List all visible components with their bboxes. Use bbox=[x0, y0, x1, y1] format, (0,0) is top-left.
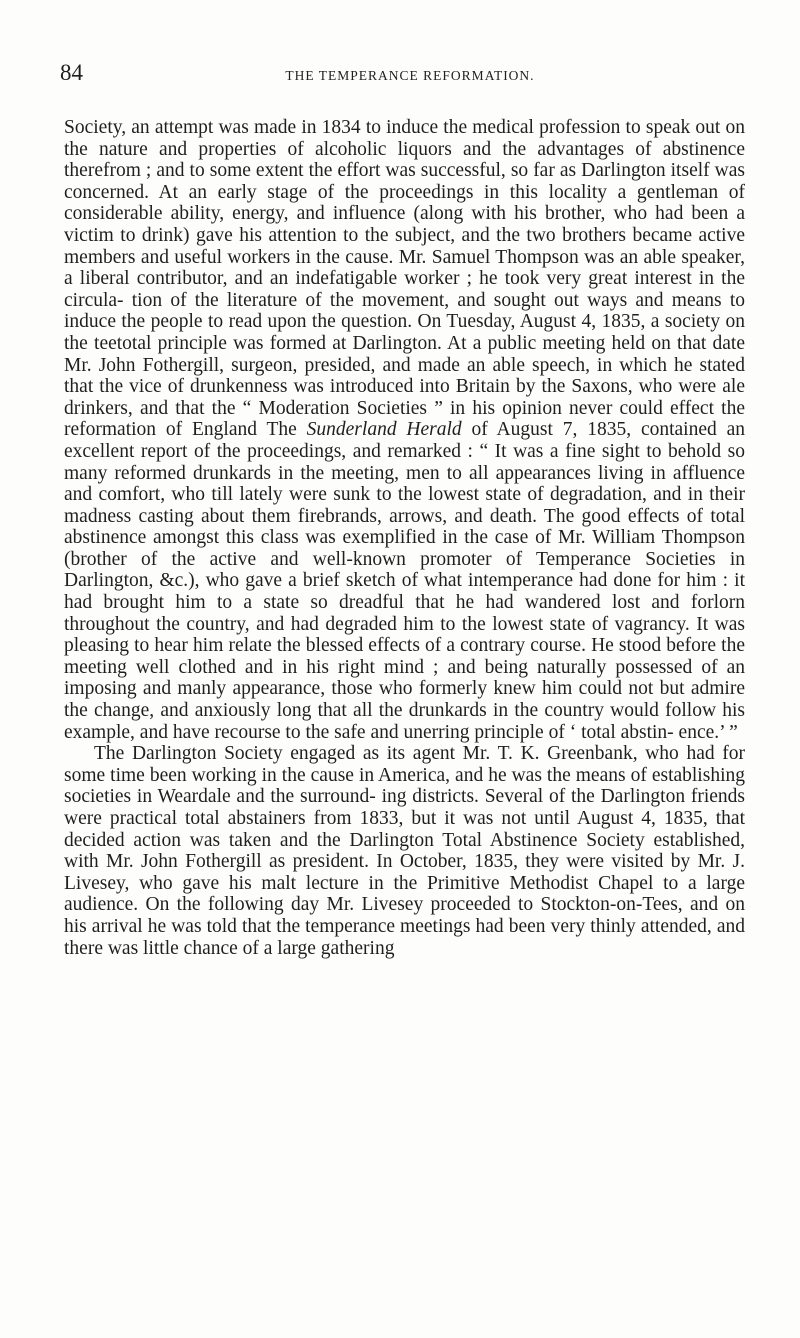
page-number: 84 bbox=[60, 60, 83, 85]
paragraph-1 bbox=[64, 117, 745, 743]
paragraph-1-text-a: Society, an attempt was made in 1834 to induce the medical profession to speak out on the nature and properties of alcoholic liquors and the advantages of abstinence therefrom ; and to some extent the effort was successful, so far as Darlington itself was concerned. At an early stage of the proceedings in this locality a gentleman of considerable ability, energy, and influence (along with his brother, who had been a victim to drink) gave his attention to the subject, and the two brothers became active members and useful workers in the cause. Mr. Samuel Thompson was an able speaker, a liberal contributor, and an indefatigable worker ; he took very great interest in the circula- tion of the literature of the movement, and sought out ways and means to induce the people to read upon the question. On Tuesday, August 4, 1835, a society on the teetotal principle was formed at Darlington. At a public meeting held on that date Mr. John Fothergill, surgeon, presided, and made an able speech, in which he stated that the vice of drunkenness was introduced into Britain by the Saxons, who were ale drinkers, and that the “ Moderation Societies ” in his opinion never could effect the reformation of England The bbox=[64, 117, 745, 441]
running-title: THE TEMPERANCE REFORMATION. bbox=[285, 68, 535, 83]
paragraph-2: The Darlington Society engaged as its agent Mr. T. K. Greenbank, who had for some time been working in the cause in America, and he was the means of establishing societies in Weardale and the surround- ing districts. Several of the Darlington friends were practical total abstainers from 1833, but it was not until August 4, 1835, that decided action was taken and the Darlington Total Abstinence Society established, with Mr. John Fothergill as president. In October, 1835, they were visited by Mr. J. Livesey, who gave his malt lecture in the Primitive Methodist Chapel to a large audience. On the following day Mr. Livesey proceeded to Stockton-on-Tees, and on his arrival he was told that the temperance meetings had been very thinly attended, and there was little chance of a large gathering bbox=[64, 743, 745, 959]
running-head bbox=[60, 60, 760, 90]
paragraph-1-text-b: of August 7, 1835, contained an excellent report of the proceedings, and remarked : “ It was a fine sight to behold so many reformed drunkards in the meeting, men to all appearances living in affluence and comfort, who till lately were sunk to the lowest state of degradation, and in their madness casting about them firebrands, arrows, and death. The good effects of total abstinence amongst this class was exemplified in the case of Mr. William Thompson (brother of the active and well-known promoter of Temperance Societies in Darlington, &c.), who gave a brief sketch of what intemperance had done for him : it had brought him to a state so dreadful that he had wandered lost and forlorn throughout the country, and had degraded him to the lowest state of vagrancy. It was pleasing to hear him relate the blessed effects of a contrary course. He stood before the meeting well clothed and in his right mind ; and being naturally possessed of an imposing and manly appearance, those who formerly knew him could not but admire the change, and anxiously long that all the drunkards in the country would follow his example, and have recourse to the safe and unerring principle of ‘ total abstin- ence.’ ” bbox=[64, 419, 746, 743]
body-text bbox=[64, 117, 745, 959]
newspaper-title: Sunderland Herald bbox=[306, 419, 462, 441]
